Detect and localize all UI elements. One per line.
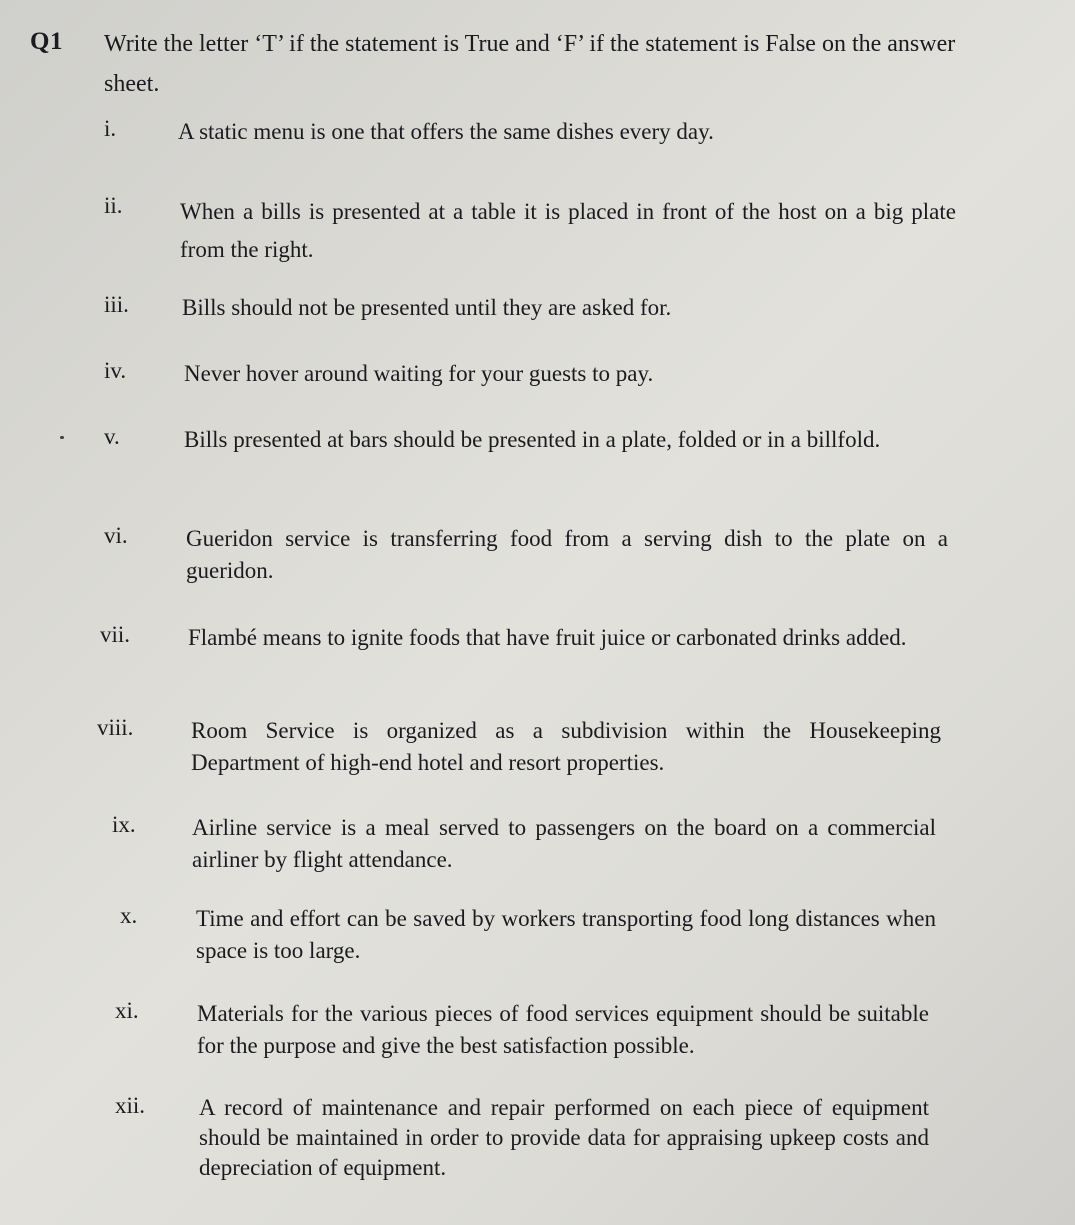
question-label: Q1: [30, 28, 63, 55]
statement-text: Bills presented at bars should be presented in a plate, folded or in a billfold.: [184, 427, 881, 452]
statement-text: A static menu is one that offers the same dishes every day.: [178, 119, 714, 144]
statement-number: v.: [104, 424, 120, 449]
statement-text: Time and effort can be saved by workers transporting food long distances when space is too large.: [196, 906, 936, 963]
statement-number: viii.: [97, 715, 134, 740]
statement-number: ix.: [112, 812, 136, 837]
statement-text: Airline service is a meal served to passengers on the board on a commercial airliner by flight attendance.: [192, 815, 936, 872]
question-instruction: Write the letter ‘T’ if the statement is True and ‘F’ if the statement is False on the answer sheet.: [104, 31, 956, 97]
statement-text: Materials for the various pieces of food services equipment should be suitable for the purpose and give the best satisfaction possible.: [197, 1001, 929, 1058]
statement-number: x.: [120, 903, 138, 928]
ink-speck: [60, 436, 64, 439]
statement-number: ii.: [104, 193, 123, 218]
statement-text: Bills should not be presented until they are asked for.: [182, 295, 672, 320]
statement-number: vi.: [104, 523, 128, 548]
statement-text: Room Service is organized as a subdivision within the Housekeeping Department of high-end hotel and resort properties.: [191, 718, 941, 775]
statement-text: When a bills is presented at a table it is placed in front of the host on a big plate from the right.: [180, 199, 956, 262]
statement-number: vii.: [100, 622, 131, 647]
statement-number: xi.: [115, 998, 139, 1023]
statement-text: Gueridon service is transferring food from a serving dish to the plate on a gueridon.: [186, 526, 948, 583]
statement-number: xii.: [115, 1093, 146, 1118]
statement-text: A record of maintenance and repair performed on each piece of equipment should be maintained in order to provide data for appraising upkeep costs and depreciation of equipment.: [199, 1095, 929, 1180]
statement-text: Never hover around waiting for your guests to pay.: [184, 361, 654, 386]
statement-number: iv.: [104, 358, 127, 383]
statement-number: i.: [104, 116, 117, 141]
statement-text: Flambé means to ignite foods that have fruit juice or carbonated drinks added.: [188, 625, 907, 650]
statement-number: iii.: [104, 292, 129, 317]
